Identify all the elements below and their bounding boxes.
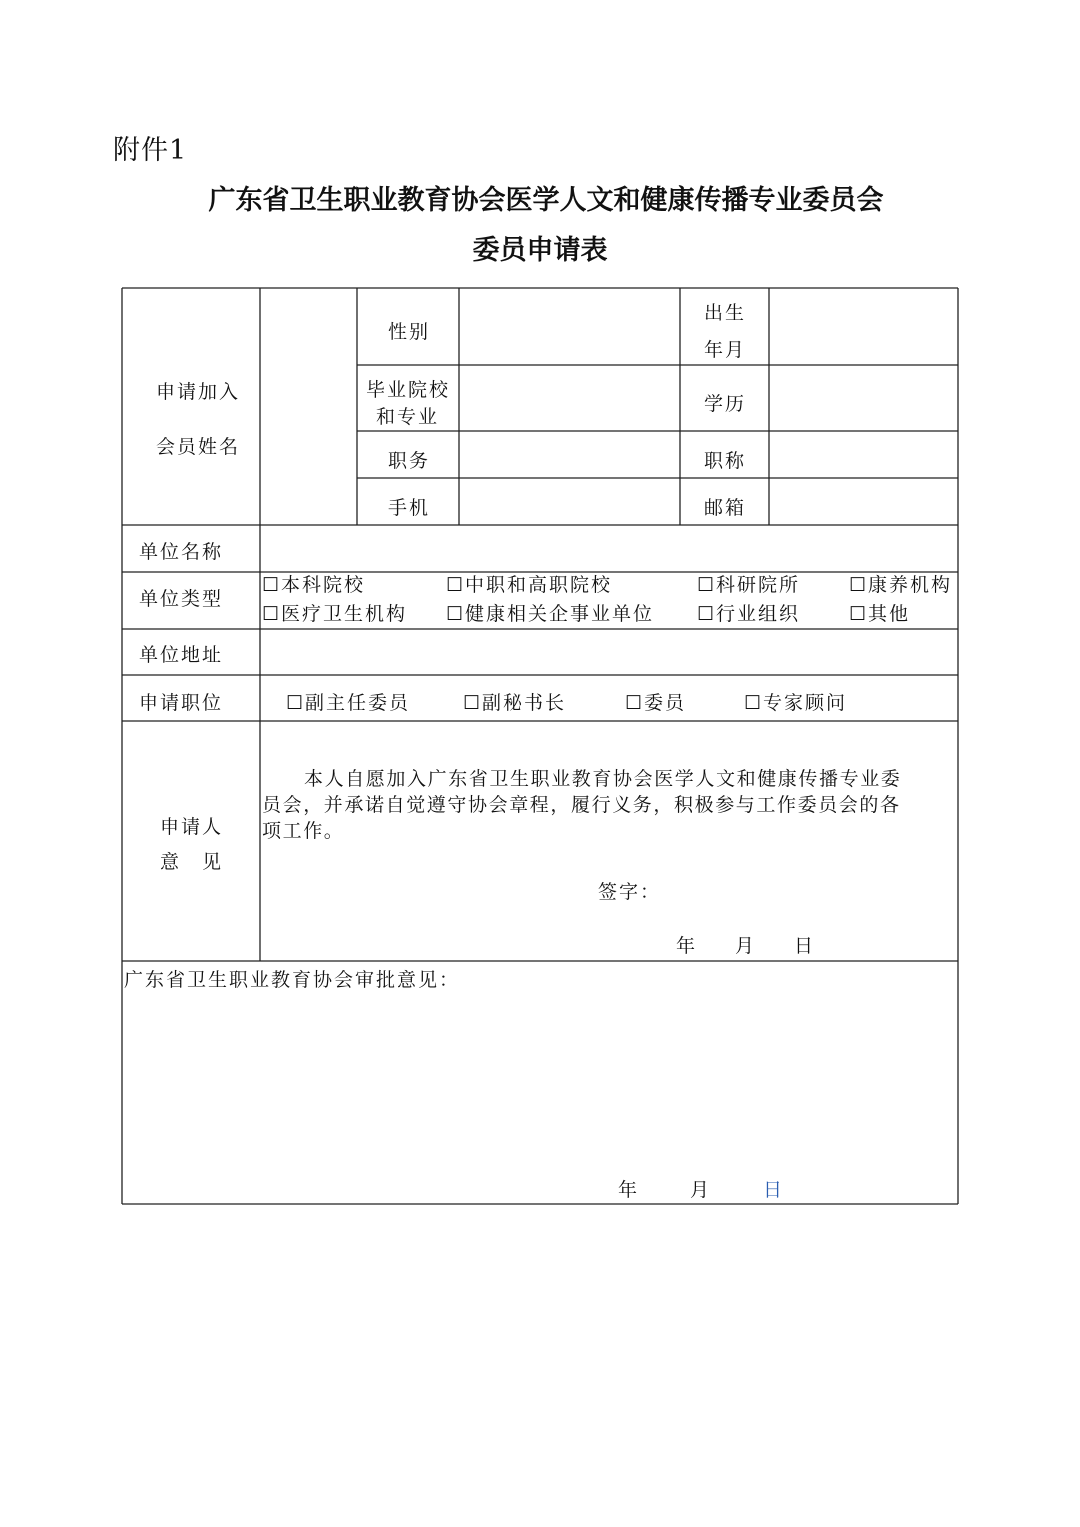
unit-type-option-vocational[interactable]: ☐中职和高职院校 <box>446 574 613 596</box>
approval-date-day: 日 <box>763 1179 785 1201</box>
birth-label: 出生 <box>704 302 747 324</box>
form-title-line1: 广东省卫生职业教育协会医学人文和健康传播专业委员会 <box>208 185 884 216</box>
approval-label: 广东省卫生职业教育协会审批意见： <box>124 969 461 991</box>
opinion-statement-line3: 项工作。 <box>262 820 345 842</box>
gender-label: 性别 <box>388 321 431 343</box>
email-label: 邮箱 <box>704 497 747 519</box>
approval-date-month: 月 <box>690 1179 712 1201</box>
approval-date-year: 年 <box>618 1179 640 1201</box>
opinion-statement-line1: 本人自愿加入广东省卫生职业教育协会医学人文和健康传播专业委 <box>304 768 902 790</box>
gender-field[interactable] <box>460 289 679 364</box>
title-field[interactable] <box>770 432 957 477</box>
birth-field[interactable] <box>770 289 957 364</box>
mobile-label: 手机 <box>388 497 431 519</box>
position-option-deputy-secretary[interactable]: ☐副秘书长 <box>463 692 567 714</box>
applicant-name-label: 申请加入 <box>156 381 241 403</box>
signature-label: 签字： <box>598 881 662 903</box>
education-field[interactable] <box>770 366 957 430</box>
position-option-member[interactable]: ☐委员 <box>625 692 687 714</box>
unit-address-field[interactable] <box>261 630 957 674</box>
opinion-statement-line2: 员会，并承诺自觉遵守协会章程，履行义务，积极参与工作委员会的各 <box>262 794 901 816</box>
school-label: 毕业院校 <box>366 379 451 401</box>
position-option-vice-chair[interactable]: ☐副主任委员 <box>286 692 411 714</box>
mobile-field[interactable] <box>460 479 679 524</box>
applicant-name-label-2: 会员姓名 <box>156 436 241 458</box>
position-option-expert-advisor[interactable]: ☐专家顾问 <box>744 692 848 714</box>
unit-name-field[interactable] <box>261 526 957 571</box>
unit-type-label: 单位类型 <box>139 588 224 610</box>
title-label: 职称 <box>704 450 747 472</box>
position-label: 职务 <box>388 450 431 472</box>
attachment-label: 附件1 <box>113 135 188 166</box>
education-label: 学历 <box>704 393 747 415</box>
unit-type-option-other[interactable]: ☐其他 <box>849 603 911 625</box>
birth-label-2: 年月 <box>704 339 747 361</box>
school-field[interactable] <box>460 366 679 430</box>
unit-name-label: 单位名称 <box>139 541 224 563</box>
opinion-date-day: 日 <box>794 935 816 957</box>
unit-type-option-medical[interactable]: ☐医疗卫生机构 <box>262 603 408 625</box>
school-label-2: 和专业 <box>376 406 440 428</box>
opinion-date-month: 月 <box>735 935 757 957</box>
applicant-name-field[interactable] <box>261 289 356 524</box>
apply-position-label: 申请职位 <box>139 692 224 714</box>
unit-type-option-industry-org[interactable]: ☐行业组织 <box>697 603 801 625</box>
unit-type-option-university[interactable]: ☐本科院校 <box>262 574 366 596</box>
opinion-label-2: 意 见 <box>160 851 224 873</box>
email-field[interactable] <box>770 479 957 524</box>
opinion-date-year: 年 <box>676 935 698 957</box>
opinion-label: 申请人 <box>160 816 224 838</box>
unit-address-label: 单位地址 <box>139 644 224 666</box>
approval-field[interactable] <box>123 995 957 1165</box>
position-field[interactable] <box>460 432 679 477</box>
form-title-line2: 委员申请表 <box>472 235 608 266</box>
unit-type-option-eldercare[interactable]: ☐康养机构 <box>849 574 953 596</box>
unit-type-option-health-enterprise[interactable]: ☐健康相关企事业单位 <box>446 603 655 625</box>
unit-type-option-research[interactable]: ☐科研院所 <box>697 574 801 596</box>
